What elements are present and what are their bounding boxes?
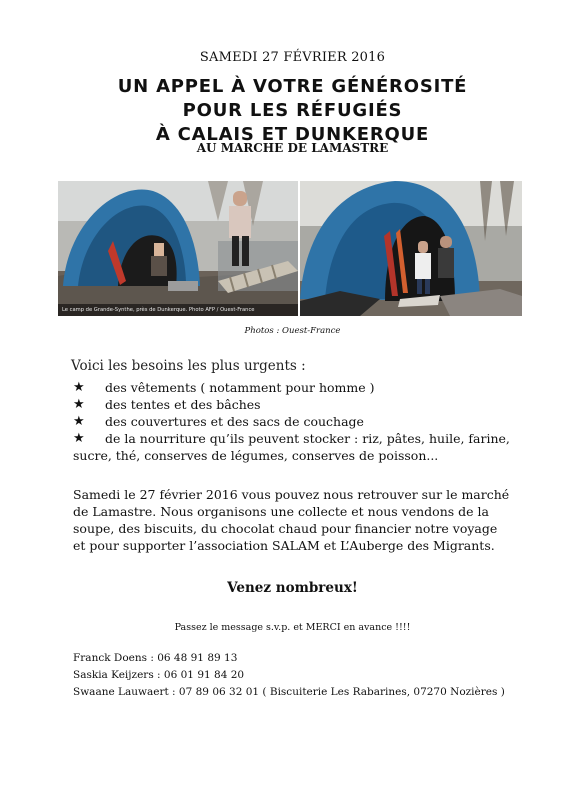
photo-credit: Photos : Ouest-France <box>244 326 341 336</box>
need-text: des tentes et des bâches <box>105 397 261 412</box>
venue: AU MARCHE DE LAMASTRE <box>196 141 389 155</box>
contact-item: Saskia Keijzers : 06 01 91 84 20 <box>73 669 245 681</box>
list-item <box>73 396 513 413</box>
headline <box>0 75 585 147</box>
photo-caption: Le camp de Grande-Synthe, près de Dunkerque. Photo AFP / Ouest-France <box>58 304 298 316</box>
needs-list <box>73 379 513 464</box>
need-text: des couvertures et des sacs de couchage <box>105 414 364 429</box>
photo-refugee-camp-left <box>58 181 298 316</box>
star-icon: ★ <box>73 397 85 412</box>
needs-intro: Voici les besoins les plus urgents : <box>71 358 306 374</box>
headline-line-3: À CALAIS ET DUNKERQUE <box>155 124 430 145</box>
photo-right-illustration <box>300 181 522 316</box>
contact-item: Franck Doens : 06 48 91 89 13 <box>73 652 238 664</box>
list-item <box>73 413 513 430</box>
pass-message: Passez le message s.v.p. et MERCI en avance !!!! <box>174 622 411 633</box>
event-info: Samedi le 27 février 2016 vous pouvez nous retrouver sur le marché de Lamastre. Nous organisons une collecte et nous vendons de la soupe, des biscuits, du chocolat chaud pour financier notre voyage et pour supporter l’association SALAM et L’Auberge des Migrants. <box>73 487 510 553</box>
star-icon: ★ <box>73 414 85 429</box>
need-text: des vêtements ( notamment pour homme ) <box>105 380 375 395</box>
list-item <box>73 430 513 464</box>
star-icon: ★ <box>73 431 85 446</box>
star-icon: ★ <box>73 380 85 395</box>
contact-list <box>73 650 505 701</box>
need-text: de la nourriture qu’ils peuvent stocker : riz, pâtes, huile, farine, sucre, thé, conserves de légumes, conserves de poisson... <box>73 431 510 463</box>
photo-refugee-camp-right <box>300 181 522 316</box>
headline-line-2: POUR LES RÉFUGIÉS <box>182 100 403 121</box>
photo-left-illustration <box>58 181 298 316</box>
call-to-action: Venez nombreux! <box>227 580 358 596</box>
event-date: SAMEDI 27 FÉVRIER 2016 <box>199 50 386 65</box>
list-item <box>73 379 513 396</box>
headline-line-1: UN APPEL À VOTRE GÉNÉROSITÉ <box>117 76 468 97</box>
contact-item: Swaane Lauwaert : 07 89 06 32 01 ( Biscuiterie Les Rabarines, 07270 Nozières ) <box>73 686 505 698</box>
